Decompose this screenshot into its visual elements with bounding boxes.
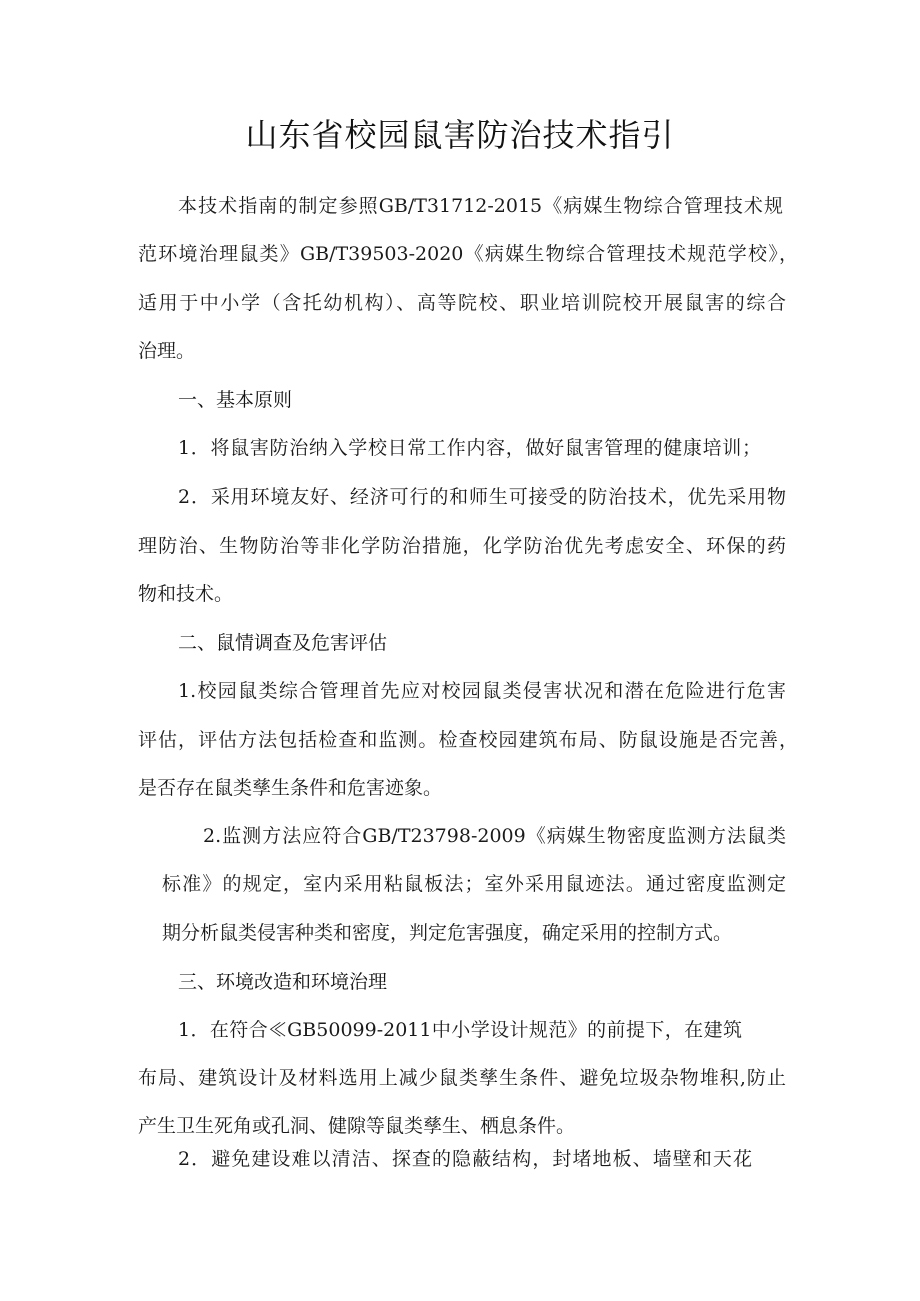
section-3-item-2-line-1: 2．避免建设难以清洁、探查的隐蔽结构，封堵地板、墙壁和天花	[178, 1148, 752, 1170]
intro-line-4: 治理。	[138, 340, 196, 362]
section-2-item-1-line-1: 1.校园鼠类综合管理首先应对校园鼠类侵害状况和潜在危险进行危害	[178, 680, 786, 702]
section-heading-2: 二、鼠情调查及危害评估	[178, 632, 388, 654]
section-3-item-1-line-3: 产生卫生死角或孔洞、健隙等鼠类孳生、栖息条件。	[138, 1115, 576, 1137]
section-1-item-2-line-2: 理防治、生物防治等非化学防治措施，化学防治优先考虑安全、环保的药	[138, 535, 786, 557]
section-2-item-1-line-3: 是否存在鼠类孳生条件和危害迹象。	[138, 777, 443, 799]
section-1-item-2-line-1: 2．采用环境友好、经济可行的和师生可接受的防治技术，优先采用物	[178, 486, 786, 508]
section-1-item-1-line-1: 1．将鼠害防治纳入学校日常工作内容，做好鼠害管理的健康培训；	[178, 437, 761, 459]
section-heading-1: 一、基本原则	[178, 389, 293, 411]
section-3-item-1-line-2: 布局、建筑设计及材料选用上减少鼠类孳生条件、避免垃圾杂物堆积,防止	[138, 1067, 786, 1089]
section-heading-3: 三、环境改造和环境治理	[178, 971, 388, 993]
section-2-item-1-line-2: 评估，评估方法包括检查和监测。检查校园建筑布局、防鼠设施是否完善，	[138, 729, 798, 751]
section-2-item-2-line-1: 2.监测方法应符合GB/T23798-2009《病媒生物密度监测方法鼠类	[203, 825, 786, 847]
page-title: 山东省校园鼠害防治技术指引	[245, 116, 675, 154]
section-2-item-2-line-3: 期分析鼠类侵害种类和密度，判定危害强度，确定采用的控制方式。	[162, 922, 733, 944]
intro-line-2: 范环境治理鼠类》GB/T39503-2020《病媒生物综合管理技术规范学校》，	[138, 243, 798, 265]
section-3-item-1-line-1: 1．在符合≪GB50099-2011中小学设计规范》的前提下，在建筑	[178, 1019, 742, 1041]
intro-line-3: 适用于中小学（含托幼机构）、高等院校、职业培训院校开展鼠害的综合	[138, 292, 786, 314]
section-2-item-2-line-2: 标准》的规定，室内采用粘鼠板法；室外采用鼠迹法。通过密度监测定	[162, 873, 786, 895]
section-1-item-2-line-3: 物和技术。	[138, 583, 234, 605]
intro-line-1: 本技术指南的制定参照GB/T31712-2015《病媒生物综合管理技术规	[178, 195, 783, 217]
